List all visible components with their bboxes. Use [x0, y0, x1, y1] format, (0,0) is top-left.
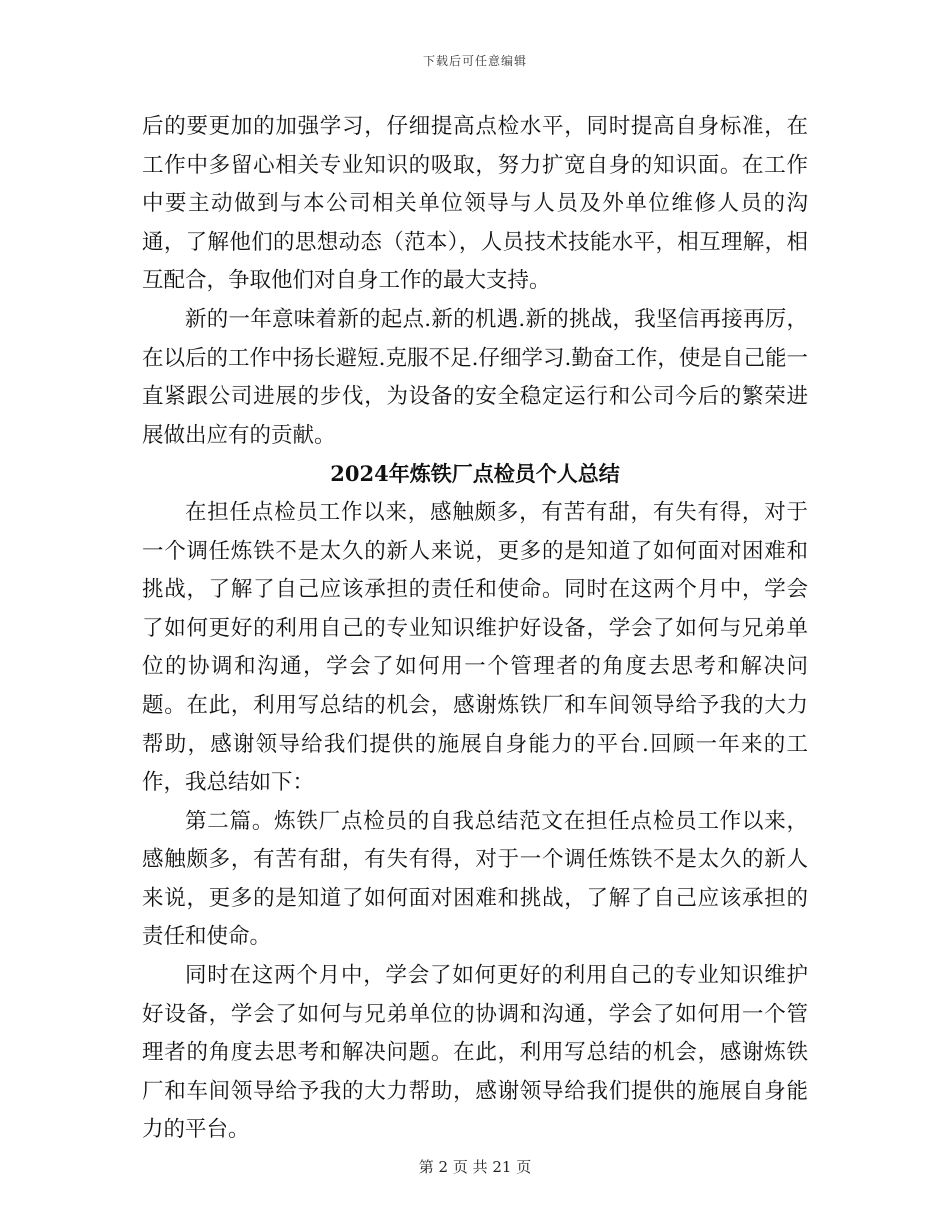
section-title: 2024年炼铁厂点检员个人总结: [330, 461, 620, 487]
paragraph-1: 后的要更加的加强学习，仔细提高点检水平，同时提高自身标准，在工作中多留心相关专业知识的吸取，努力扩宽自身的知识面。在工作中要主动做到与本公司相关单位领导与人员及外单位维修人员的沟通，了解他们的思想动态（范本），人员技术技能水平，相互理解，相互配合，争取他们对自身工作的最大支持。: [142, 114, 808, 294]
paragraph-4: 第二篇。炼铁厂点检员的自我总结范文在担任点检员工作以来，感触颇多，有苦有甜，有失有得，对于一个调任炼铁不是太久的新人来说，更多的是知道了如何面对困难和挑战，了解了自己应该承担的责任和使命。: [142, 808, 808, 950]
paragraph-2: 新的一年意味着新的起点.新的机遇.新的挑战，我坚信再接再厉，在以后的工作中扬长避短.克服不足.仔细学习.勤奋工作，使是自己能一直紧跟公司进展的步伐，为设备的安全稳定运行和公司今后的繁荣进展做出应有的贡献。: [142, 306, 808, 448]
page-number: 第 2 页 共 21 页: [418, 1158, 532, 1176]
document-body: [142, 108, 808, 1150]
paragraph-5: 同时在这两个月中，学会了如何更好的利用自己的专业知识维护好设备，学会了如何与兄弟单位的协调和沟通，学会了如何用一个管理者的角度去思考和解决问题。在此，利用写总结的机会，感谢炼铁厂和车间领导给予我的大力帮助，感谢领导给我们提供的施展自身能力的平台。: [142, 963, 808, 1143]
page-header: 下载后可任意编辑: [422, 54, 527, 68]
paragraph-3: 在担任点检员工作以来，感触颇多，有苦有甜，有失有得，对于一个调任炼铁不是太久的新人来说，更多的是知道了如何面对困难和挑战，了解了自己应该承担的责任和使命。同时在这两个月中，学会了如何更好的利用自己的专业知识维护好设备，学会了如何与兄弟单位的协调和沟通，学会了如何用一个管理者的角度去思考和解决问题。在此，利用写总结的机会，感谢炼铁厂和车间领导给予我的大力帮助，感谢领导给我们提供的施展自身能力的平台.回顾一年来的工作，我总结如下：: [142, 499, 808, 796]
